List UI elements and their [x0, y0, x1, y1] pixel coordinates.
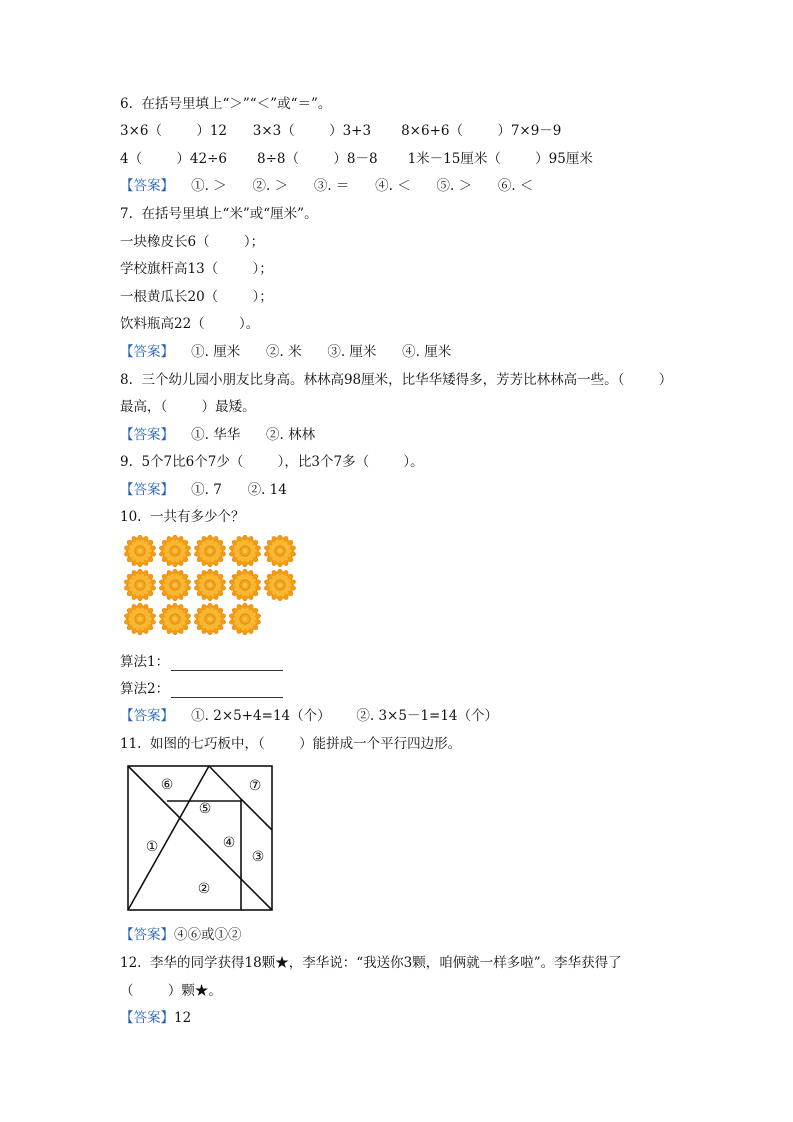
sunflower-icon — [124, 603, 156, 635]
sunflower-icon — [159, 603, 191, 635]
sunflower-icon — [124, 535, 156, 567]
q8-answer — [120, 426, 315, 444]
q7-item-1: 一块橡皮长6（ ）； — [120, 234, 265, 250]
q7-answer-text: ①. 厘米 ②. 米 ③. 厘米 ④. 厘米 — [174, 344, 452, 360]
q12-line1: 12. 李华的同学获得18颗★，李华说：“我送你3颗，咱俩就一样多啦”。李华获得了 — [120, 955, 622, 971]
q10-answer — [120, 707, 498, 725]
sunflower-icon — [264, 535, 296, 567]
tangram-edge-d — [241, 799, 272, 830]
answer-tag: 【答案】 — [120, 427, 174, 443]
answer-tag: 【答案】 — [120, 708, 174, 724]
tangram-label-1: ① — [145, 839, 159, 855]
q10-answer-text: ①. 2×5+4=14（个） ②. 3×5－1=14（个） — [174, 708, 499, 724]
sunflower-icon — [194, 603, 226, 635]
q6-answer — [120, 177, 533, 195]
q7-answer — [120, 343, 451, 361]
tangram-label-7: ⑦ — [248, 778, 262, 794]
sunflower-icon — [124, 569, 156, 601]
q7-item-4: 饮料瓶高22（ ）。 — [120, 316, 260, 332]
tangram-figure — [127, 765, 275, 913]
sunflower-icon — [229, 569, 261, 601]
method2-blank[interactable] — [171, 683, 283, 698]
sunflower-icon — [229, 535, 261, 567]
tangram-label-5: ⑤ — [198, 801, 212, 817]
q9-title: 9. 5个7比6个7少（ ），比3个7多（ ）。 — [120, 454, 424, 470]
sunflower-icon — [264, 569, 296, 601]
q7-title: 7. 在括号里填上“米”或“厘米”。 — [120, 206, 318, 222]
answer-tag: 【答案】 — [120, 927, 174, 943]
method1-blank[interactable] — [171, 656, 283, 671]
q12-answer — [120, 1009, 191, 1027]
q8-line1: 8. 三个幼儿园小朋友比身高。林林高98厘米，比华华矮得多，芳芳比林林高一些。（ ） — [120, 372, 673, 388]
tangram-label-2: ② — [197, 881, 211, 897]
q6-answer-text: ①. ＞ ②. ＞ ③. ＝ ④. ＜ ⑤. ＞ ⑥. ＜ — [174, 178, 534, 194]
q10-method1 — [120, 653, 283, 671]
sunflower-icon — [159, 535, 191, 567]
q7-item-2: 学校旗杆高13（ ）； — [120, 261, 273, 277]
answer-tag: 【答案】 — [120, 344, 174, 360]
answer-tag: 【答案】 — [120, 1010, 174, 1026]
q8-answer-text: ①. 华华 ②. 林林 — [174, 427, 316, 443]
tangram-label-4: ④ — [222, 835, 236, 851]
q7-item-3: 一根黄瓜长20（ ）； — [120, 289, 273, 305]
answer-tag: 【答案】 — [120, 178, 174, 194]
q11-answer-text: ④⑥或①② — [174, 927, 242, 943]
tangram-edge-c — [209, 766, 241, 799]
sunflower-icon — [194, 535, 226, 567]
q6-row2: 4（ ）42÷6 8÷8（ ）8－8 1米－15厘米（ ）95厘米 — [120, 151, 593, 167]
sunflower-icon — [159, 569, 191, 601]
q8-line2: 最高，（ ）最矮。 — [120, 399, 256, 415]
tangram-label-3: ③ — [251, 849, 265, 865]
q11-title: 11. 如图的七巧板中，（ ）能拼成一个平行四边形。 — [120, 736, 462, 752]
method2-label: 算法2： — [120, 681, 170, 697]
q6-row1: 3×6（ ）12 3×3（ ）3+3 8×6+6（ ）7×9－9 — [120, 123, 562, 139]
q12-answer-text: 12 — [174, 1010, 192, 1026]
q6-title: 6. 在括号里填上“＞”“＜”或“＝”。 — [120, 96, 332, 112]
answer-tag: 【答案】 — [120, 482, 174, 498]
q12-line2: （ ）颗★。 — [120, 983, 222, 999]
method1-label: 算法1： — [120, 654, 170, 670]
q10-title: 10. 一共有多少个？ — [120, 509, 245, 525]
tangram-label-6: ⑥ — [160, 777, 174, 793]
q9-answer-text: ①. 7 ②. 14 — [174, 482, 287, 498]
q9-answer — [120, 481, 287, 499]
q10-method2 — [120, 680, 283, 698]
sunflower-icon — [194, 569, 226, 601]
q11-answer — [120, 926, 242, 944]
sunflower-icon — [229, 603, 261, 635]
